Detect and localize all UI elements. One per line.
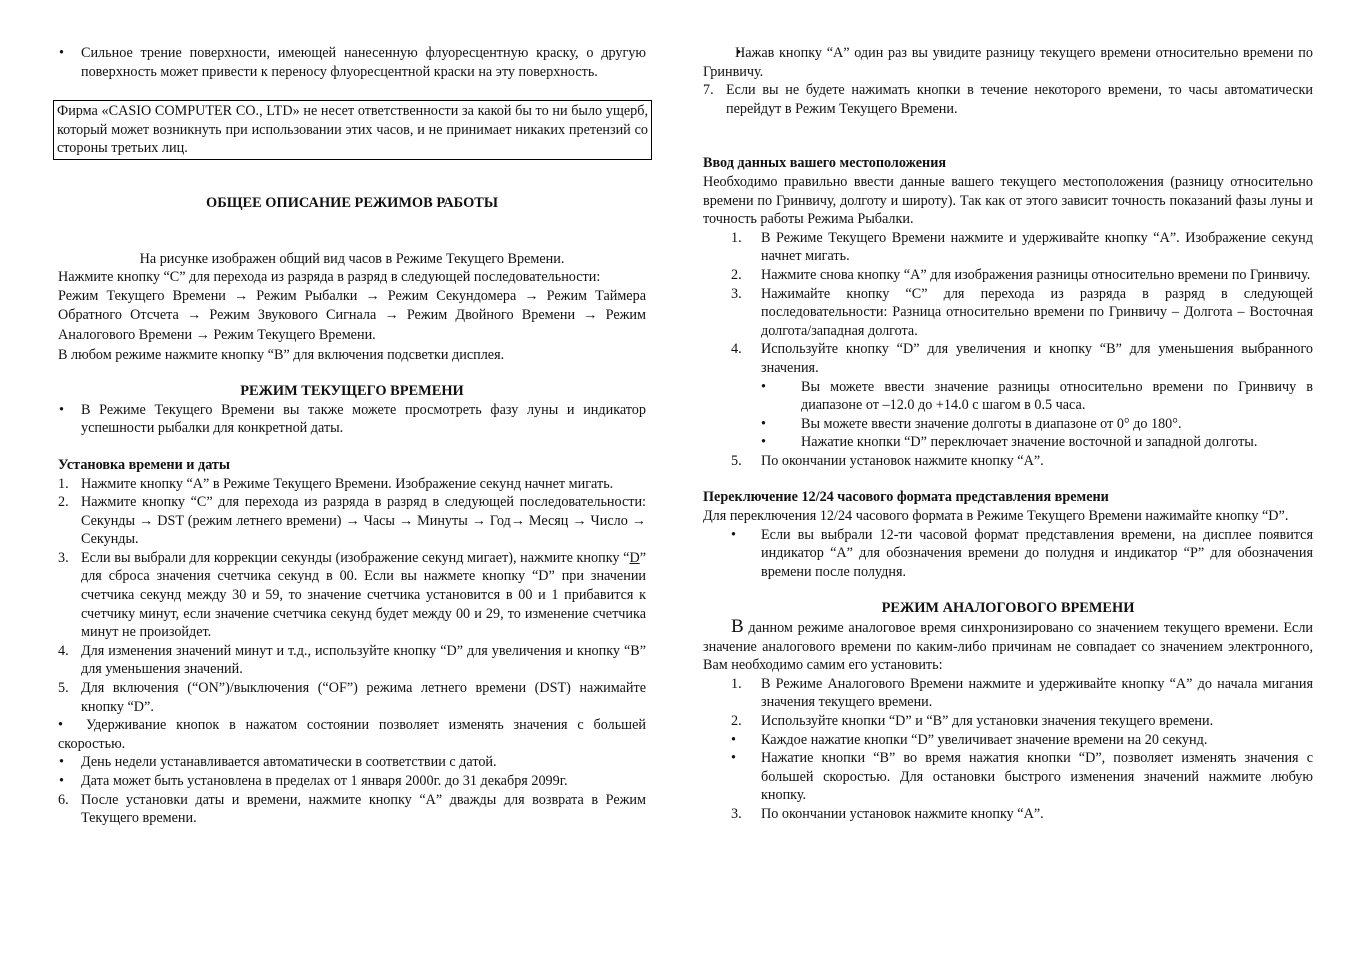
list-item: 5. Для включения (“ON”)/выключения (“OF”) режима летнего времени (DST) нажимайте кнопку “D”. xyxy=(58,680,646,715)
location-notes xyxy=(703,378,1313,452)
analog-intro: В данном режиме аналоговое время синхронизировано со значением текущего времени. Если значение аналогового времени по каким-либо причинам не совпадает со значением электронного, Вам необходимо самим его установить: xyxy=(703,616,1314,674)
list-item: • Сильное трение поверхности, имеющей нанесенную флуоресцентную краску, о другую поверхность может привести к переносу флуоресцентной краски на эту поверхность. xyxy=(58,44,646,81)
list-item: 7. Если вы не будете нажимать кнопки в течение некоторого времени, то часы автоматически перейдут в Режим Текущего Времени. xyxy=(703,82,1313,117)
subsection-title-format: Переключение 12/24 часового формата представления времени xyxy=(703,489,1109,506)
list-item: • Нажав кнопку “A” один раз вы увидите разницу текущего времени относительно времени по Гринвичу. xyxy=(703,44,1313,81)
modes-backlight: В любом режиме нажмите кнопку “B” для включения подсветки дисплея. xyxy=(58,346,505,363)
list-item: 4. Для изменения значений минут и т.д., используйте кнопку “D” для увеличения и кнопку “B” для уменьшения значений. xyxy=(58,642,646,678)
current-time-list xyxy=(58,401,646,438)
left-column xyxy=(58,44,646,828)
hold-note: • Удерживание кнопок в нажатом состоянии позволяет изменять значения с большей скоростью. xyxy=(58,717,646,752)
list-item: 3. Нажимайте кнопку “C” для перехода из разряда в разряд в следующей последовательности: Разница относительно времени по Гринвичу – Долгота – Восточная долгота/западная долгота. xyxy=(731,285,1313,339)
analog-steps-end xyxy=(703,805,1313,824)
modes-intro: На рисунке изображен общий вид часов в Режиме Текущего Времени. xyxy=(139,250,565,267)
list-item: 5. По окончании установок нажмите кнопку “A”. xyxy=(731,452,1044,469)
list-item: 3. Если вы выбрали для коррекции секунды (изображение секунд мигает), нажмите кнопку “D” для сброса значения счетчика секунд в 00. Если вы нажмете кнопку “D” при значении счетчика секунд между 30 и 59, то значение счетчика установится в 00 и 1 прибавится к счетчику минут, если значение счетчика секунд будет между 00 и 29, то изменение счетчика минут не произойдет. xyxy=(58,549,646,641)
list-item: 1. Нажмите кнопку “A” в Режиме Текущего Времени. Изображение секунд начнет мигать. xyxy=(58,475,614,492)
list-item: • Нажатие кнопки “D” переключает значение восточной и западной долготы. xyxy=(703,433,1313,452)
list-item: 2. Нажмите снова кнопку “A” для изображения разницы относительно времени по Гринвичу. xyxy=(731,266,1311,283)
analog-notes xyxy=(703,731,1313,805)
section-title-modes: ОБЩЕЕ ОПИСАНИЕ РЕЖИМОВ РАБОТЫ xyxy=(206,194,498,211)
setting-steps xyxy=(58,475,646,717)
list-item: • В Режиме Текущего Времени вы также можете просмотреть фазу луны и индикатор успешности рыбалки для конкретной даты. xyxy=(58,401,646,438)
list-item: • Если вы выбрали 12-ти часовой формат представления времени, на дисплее появится индикатор “A” для обозначения времени до полудня и индикатор “P” для обозначения времени после полудня. xyxy=(703,526,1313,582)
list-item: 1. В Режиме Аналогового Времени нажмите и удерживайте кнопку “A” до начала мигания значения текущего времени. xyxy=(731,675,1313,711)
gmt-list xyxy=(703,44,1313,81)
list-item: • Вы можете ввести значение долготы в диапазоне от 0° до 180°. xyxy=(703,415,1313,434)
list-item: • Нажатие кнопки “B” во время нажатия кнопки “D”, позволяет изменять значения с большей скоростью. Для остановки быстрого изменения значений нажмите любую кнопку. xyxy=(703,749,1313,805)
location-intro: Необходимо правильно ввести данные вашего текущего местоположения (разницу относительно времени по Гринвичу, долготу и широту). Так как от этого зависит точность показаний фазы луны и точность работы Режима Рыбалки. xyxy=(703,173,1313,228)
step7-list xyxy=(703,81,1313,118)
section-title-analog: РЕЖИМ АНАЛОГОВОГО ВРЕМЕНИ xyxy=(881,600,1135,617)
analog-steps xyxy=(703,675,1313,731)
disclaimer-box: Фирма «CASIO COMPUTER CO., LTD» не несет ответственности за какой бы то ни было ущерб, который может возникнуть при использовании этих часов, и не принимает никаких претензий со стороны третьих лиц. xyxy=(53,100,652,160)
setting-notes xyxy=(58,753,646,790)
list-item: • Каждое нажатие кнопки “D” увеличивает значение времени на 20 секунд. xyxy=(703,731,1313,750)
list-item: • Вы можете ввести значение разницы относительно времени по Гринвичу в диапазоне от –12.0 до +14.0 с шагом в 0.5 часа. xyxy=(703,378,1313,415)
section-title-current-time: РЕЖИМ ТЕКУЩЕГО ВРЕМЕНИ xyxy=(240,383,464,400)
list-item: 4. Используйте кнопку “D” для увеличения и кнопку “B” для уменьшения выбранного значения. xyxy=(731,341,1313,376)
list-item: • День недели устанавливается автоматически в соответствии с датой. xyxy=(58,753,646,772)
list-item: 2. Нажмите кнопку “C” для перехода из разряда в разряд в следующей последовательности: Секунды → DST (режим летнего времени) → Часы → Минуты → Год→ Месяц → Число → Секунды. xyxy=(58,494,646,548)
list-item: 1. В Режиме Текущего Времени нажмите и удерживайте кнопку “A”. Изображение секунд начнет мигать. xyxy=(731,229,1313,265)
setting-steps-end xyxy=(58,791,646,828)
subsection-title-location: Ввод данных вашего местоположения xyxy=(703,155,947,172)
list-item: 2. Используйте кнопки “D” и “B” для установки значения текущего времени. xyxy=(731,713,1214,729)
location-steps xyxy=(703,229,1313,378)
location-steps-end xyxy=(703,452,1313,471)
modes-sequence: Режим Текущего Времени → Режим Рыбалки → Режим Секундомера → Режим Таймера Обратного Отсчета → Режим Звукового Сигнала → Режим Двойного Времени → Режим Аналогового Времени → Режим Текущего Времени. xyxy=(58,287,646,343)
list-item: • Дата может быть установлена в пределах от 1 января 2000г. до 31 декабря 2099г. xyxy=(58,772,646,791)
subsection-title-setting: Установка времени и даты xyxy=(58,456,230,473)
list-item: 6. После установки даты и времени, нажмите кнопку “A” дважды для возврата в Режим Текущего времени. xyxy=(58,791,646,827)
friction-list xyxy=(58,44,646,81)
list-item: 3. По окончании установок нажмите кнопку “A”. xyxy=(731,805,1044,822)
format-notes xyxy=(703,526,1313,582)
modes-press-c: Нажмите кнопку “C” для перехода из разряда в разряд в следующей последовательности: xyxy=(58,269,601,286)
format-intro: Для переключения 12/24 часового формата в Режиме Текущего Времени нажимайте кнопку “D”. xyxy=(703,508,1289,525)
right-column xyxy=(703,44,1313,824)
